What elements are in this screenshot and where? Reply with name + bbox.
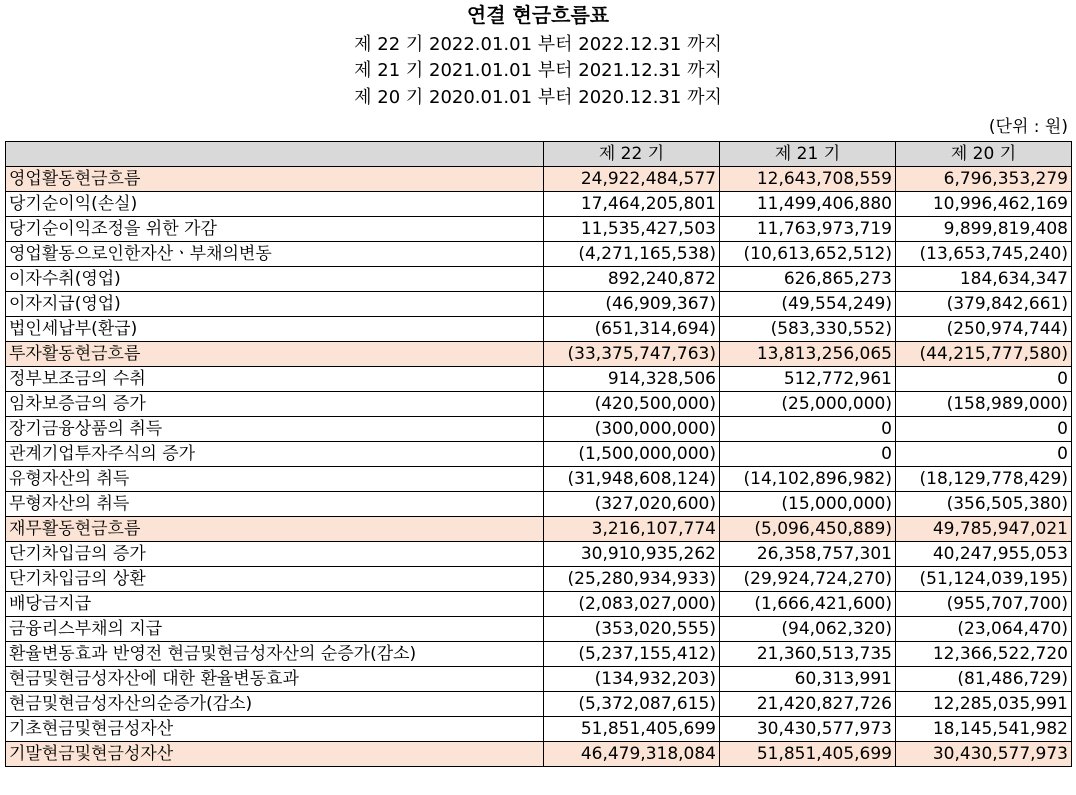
row-value-20: (158,989,000) bbox=[896, 392, 1072, 417]
table-row bbox=[6, 317, 1072, 342]
row-label: 현금및현금성자산에 대한 환율변동효과 bbox=[6, 667, 544, 692]
table-row bbox=[6, 467, 1072, 492]
table-row bbox=[6, 617, 1072, 642]
table-row bbox=[6, 192, 1072, 217]
row-value-22: (134,932,203) bbox=[544, 667, 720, 692]
row-value-22: (651,314,694) bbox=[544, 317, 720, 342]
table-row bbox=[6, 542, 1072, 567]
row-value-20: 12,285,035,991 bbox=[896, 692, 1072, 717]
row-value-21: 11,763,973,719 bbox=[720, 217, 896, 242]
table-row bbox=[6, 742, 1072, 767]
row-value-21: 60,313,991 bbox=[720, 667, 896, 692]
row-value-21: (14,102,896,982) bbox=[720, 467, 896, 492]
row-value-21: 11,499,406,880 bbox=[720, 192, 896, 217]
table-row bbox=[6, 567, 1072, 592]
cash-flow-table bbox=[5, 141, 1072, 767]
row-label: 법인세납부(환급) bbox=[6, 317, 544, 342]
row-value-20: 0 bbox=[896, 442, 1072, 467]
table-row bbox=[6, 692, 1072, 717]
table-row bbox=[6, 642, 1072, 667]
row-value-20: (356,505,380) bbox=[896, 492, 1072, 517]
row-value-21: 0 bbox=[720, 417, 896, 442]
row-value-20: (955,707,700) bbox=[896, 592, 1072, 617]
row-value-22: (25,280,934,933) bbox=[544, 567, 720, 592]
row-label: 이자수취(영업) bbox=[6, 267, 544, 292]
row-value-20: 10,996,462,169 bbox=[896, 192, 1072, 217]
row-value-21: 30,430,577,973 bbox=[720, 717, 896, 742]
row-value-21: 26,358,757,301 bbox=[720, 542, 896, 567]
row-label: 이자지급(영업) bbox=[6, 292, 544, 317]
row-value-21: (49,554,249) bbox=[720, 292, 896, 317]
row-value-20: (81,486,729) bbox=[896, 667, 1072, 692]
table-row bbox=[6, 167, 1072, 192]
row-label: 환율변동효과 반영전 현금및현금성자산의 순증가(감소) bbox=[6, 642, 544, 667]
row-value-20: (18,129,778,429) bbox=[896, 467, 1072, 492]
row-value-20: (13,653,745,240) bbox=[896, 242, 1072, 267]
statement-title: 연결 현금흐름표 bbox=[466, 3, 610, 27]
row-value-22: (4,271,165,538) bbox=[544, 242, 720, 267]
row-label: 현금및현금성자산의순증가(감소) bbox=[6, 692, 544, 717]
row-value-20: 49,785,947,021 bbox=[896, 517, 1072, 542]
period-line-20: 제 20 기 2020.01.01 부터 2020.12.31 까지 bbox=[354, 87, 722, 108]
row-value-22: (420,500,000) bbox=[544, 392, 720, 417]
row-value-22: 3,216,107,774 bbox=[544, 517, 720, 542]
row-value-20: 0 bbox=[896, 417, 1072, 442]
row-value-22: (33,375,747,763) bbox=[544, 342, 720, 367]
row-value-21: 0 bbox=[720, 442, 896, 467]
row-value-20: 0 bbox=[896, 367, 1072, 392]
row-value-21: 51,851,405,699 bbox=[720, 742, 896, 767]
row-value-21: 13,813,256,065 bbox=[720, 342, 896, 367]
row-label: 유형자산의 취득 bbox=[6, 467, 544, 492]
row-label: 투자활동현금흐름 bbox=[6, 342, 544, 367]
row-label: 임차보증금의 증가 bbox=[6, 392, 544, 417]
row-label: 영업활동현금흐름 bbox=[6, 167, 544, 192]
row-label: 장기금융상품의 취득 bbox=[6, 417, 544, 442]
row-value-22: 24,922,484,577 bbox=[544, 167, 720, 192]
row-value-20: 30,430,577,973 bbox=[896, 742, 1072, 767]
table-row bbox=[6, 717, 1072, 742]
row-value-20: 6,796,353,279 bbox=[896, 167, 1072, 192]
row-value-22: 51,851,405,699 bbox=[544, 717, 720, 742]
row-label: 기말현금및현금성자산 bbox=[6, 742, 544, 767]
unit-label: (단위 : 원) bbox=[988, 117, 1068, 137]
row-value-22: (46,909,367) bbox=[544, 292, 720, 317]
period-line-21: 제 21 기 2021.01.01 부터 2021.12.31 까지 bbox=[354, 60, 722, 81]
row-label: 기초현금및현금성자산 bbox=[6, 717, 544, 742]
row-value-21: 12,643,708,559 bbox=[720, 167, 896, 192]
row-value-21: 512,772,961 bbox=[720, 367, 896, 392]
row-label: 재무활동현금흐름 bbox=[6, 517, 544, 542]
row-value-22: (353,020,555) bbox=[544, 617, 720, 642]
row-value-22: 30,910,935,262 bbox=[544, 542, 720, 567]
row-value-20: 18,145,541,982 bbox=[896, 717, 1072, 742]
row-label: 배당금지급 bbox=[6, 592, 544, 617]
row-label: 단기차입금의 증가 bbox=[6, 542, 544, 567]
row-value-22: (2,083,027,000) bbox=[544, 592, 720, 617]
row-label: 정부보조금의 수취 bbox=[6, 367, 544, 392]
row-value-22: (31,948,608,124) bbox=[544, 467, 720, 492]
row-value-20: 12,366,522,720 bbox=[896, 642, 1072, 667]
row-value-22: (327,020,600) bbox=[544, 492, 720, 517]
table-row bbox=[6, 592, 1072, 617]
table-row bbox=[6, 342, 1072, 367]
period-line-22: 제 22 기 2022.01.01 부터 2022.12.31 까지 bbox=[354, 34, 722, 55]
row-value-20: (51,124,039,195) bbox=[896, 567, 1072, 592]
row-value-22: 11,535,427,503 bbox=[544, 217, 720, 242]
row-value-22: (5,237,155,412) bbox=[544, 642, 720, 667]
row-value-21: (1,666,421,600) bbox=[720, 592, 896, 617]
row-label: 무형자산의 취득 bbox=[6, 492, 544, 517]
row-label: 당기순이익(손실) bbox=[6, 192, 544, 217]
table-row bbox=[6, 392, 1072, 417]
row-value-21: 626,865,273 bbox=[720, 267, 896, 292]
table-row bbox=[6, 242, 1072, 267]
row-value-21: (583,330,552) bbox=[720, 317, 896, 342]
row-value-20: (23,064,470) bbox=[896, 617, 1072, 642]
column-header-21: 제 21 기 bbox=[720, 142, 896, 167]
row-label: 금융리스부채의 지급 bbox=[6, 617, 544, 642]
table-row bbox=[6, 417, 1072, 442]
table-row bbox=[6, 267, 1072, 292]
table-row bbox=[6, 492, 1072, 517]
table-row bbox=[6, 367, 1072, 392]
row-value-22: (1,500,000,000) bbox=[544, 442, 720, 467]
row-value-20: 184,634,347 bbox=[896, 267, 1072, 292]
row-value-22: (300,000,000) bbox=[544, 417, 720, 442]
header-blank-cell bbox=[6, 142, 544, 167]
row-value-22: 892,240,872 bbox=[544, 267, 720, 292]
row-value-21: 21,360,513,735 bbox=[720, 642, 896, 667]
row-label: 관계기업투자주식의 증가 bbox=[6, 442, 544, 467]
row-value-22: 914,328,506 bbox=[544, 367, 720, 392]
row-label: 단기차입금의 상환 bbox=[6, 567, 544, 592]
table-header-row bbox=[6, 142, 1072, 167]
row-label: 당기순이익조정을 위한 가감 bbox=[6, 217, 544, 242]
table-row bbox=[6, 517, 1072, 542]
row-value-20: 40,247,955,053 bbox=[896, 542, 1072, 567]
column-header-22: 제 22 기 bbox=[544, 142, 720, 167]
row-value-22: 17,464,205,801 bbox=[544, 192, 720, 217]
table-row bbox=[6, 292, 1072, 317]
row-value-21: (10,613,652,512) bbox=[720, 242, 896, 267]
row-value-20: (379,842,661) bbox=[896, 292, 1072, 317]
row-value-21: (15,000,000) bbox=[720, 492, 896, 517]
row-value-22: 46,479,318,084 bbox=[544, 742, 720, 767]
table-row bbox=[6, 217, 1072, 242]
row-value-20: 9,899,819,408 bbox=[896, 217, 1072, 242]
table-body bbox=[6, 167, 1072, 767]
column-header-20: 제 20 기 bbox=[896, 142, 1072, 167]
table-row bbox=[6, 442, 1072, 467]
row-value-21: 21,420,827,726 bbox=[720, 692, 896, 717]
row-value-21: (29,924,724,270) bbox=[720, 567, 896, 592]
row-value-21: (25,000,000) bbox=[720, 392, 896, 417]
row-value-20: (44,215,777,580) bbox=[896, 342, 1072, 367]
row-value-21: (94,062,320) bbox=[720, 617, 896, 642]
row-value-21: (5,096,450,889) bbox=[720, 517, 896, 542]
table-row bbox=[6, 667, 1072, 692]
row-label: 영업활동으로인한자산ㆍ부채의변동 bbox=[6, 242, 544, 267]
row-value-20: (250,974,744) bbox=[896, 317, 1072, 342]
row-value-22: (5,372,087,615) bbox=[544, 692, 720, 717]
